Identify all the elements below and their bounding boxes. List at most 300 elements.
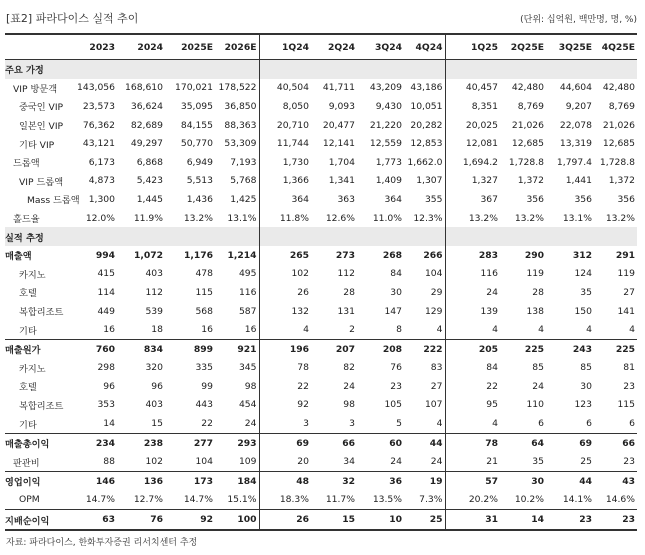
table-cell: 22,078 xyxy=(559,119,592,131)
table-cell: 11.0% xyxy=(372,212,402,224)
table-cell: 32 xyxy=(309,472,355,491)
table-cell: 3 xyxy=(259,414,309,433)
table-cell: 50,770 xyxy=(180,138,213,150)
table-cell: 26 xyxy=(259,283,309,302)
column-header: 2Q25E xyxy=(510,41,544,53)
table-cell: 4 xyxy=(445,320,498,339)
table-cell: 208 xyxy=(355,339,402,358)
table-cell: 6,868 xyxy=(136,156,163,168)
table-cell: 13.2% xyxy=(514,212,544,224)
table-cell: 12,685 xyxy=(511,138,544,150)
table-cell: 170,021 xyxy=(175,82,213,94)
table-cell: 1,797.4 xyxy=(556,156,592,168)
table-row xyxy=(5,60,637,79)
table-cell: 1,728.8 xyxy=(508,156,544,168)
table-cell: 43,209 xyxy=(369,82,402,94)
table-cell: 129 xyxy=(424,305,443,317)
table-cell: 119 xyxy=(526,268,544,280)
table-cell: 96 xyxy=(151,380,163,392)
table-cell: 13.2% xyxy=(183,212,213,224)
table-cell: 11.7% xyxy=(325,494,355,506)
table-cell: 225 xyxy=(592,339,637,358)
table-cell: 238 xyxy=(115,433,163,452)
table-cell: 19 xyxy=(402,472,445,491)
table-cell: 12,685 xyxy=(602,138,635,150)
table-cell: 131 xyxy=(337,305,355,317)
table-cell xyxy=(259,60,309,79)
table-cell: 1,341 xyxy=(328,175,355,187)
table-row xyxy=(5,190,637,209)
unit-note: (단위: 십억원, 백만명, 명, %) xyxy=(520,15,637,25)
table-cell xyxy=(259,227,309,246)
table-row xyxy=(5,359,637,378)
column-header: 1Q25 xyxy=(445,34,498,60)
table-cell: 53,309 xyxy=(224,138,257,150)
table-cell: 363 xyxy=(337,193,355,205)
table-cell: 320 xyxy=(145,362,163,374)
table-cell: 21,220 xyxy=(369,119,402,131)
table-cell: 12.3% xyxy=(413,212,443,224)
table-cell: 449 xyxy=(97,305,115,317)
table-cell: 78 xyxy=(259,359,309,378)
table-cell: 107 xyxy=(424,399,443,411)
table-row xyxy=(5,134,637,153)
table-cell: 96 xyxy=(103,380,115,392)
column-header: 2Q24 xyxy=(328,41,355,53)
row-label: 카지노 xyxy=(19,363,46,375)
table-cell: 44 xyxy=(544,472,592,491)
table-cell: 356 xyxy=(617,193,635,205)
table-cell xyxy=(544,227,592,246)
table-row xyxy=(5,265,637,284)
table-cell: 40,457 xyxy=(445,79,498,98)
table-cell: 1,773 xyxy=(375,156,402,168)
table-cell: 98 xyxy=(244,380,257,392)
table-cell: 22 xyxy=(201,418,213,430)
table-cell: 7,193 xyxy=(230,156,257,168)
table-cell: 760 xyxy=(65,339,115,358)
row-label: 매출원가 xyxy=(5,339,65,358)
table-cell: 1,214 xyxy=(227,249,257,261)
table-cell: 12,559 xyxy=(369,138,402,150)
table-cell: 356 xyxy=(526,193,544,205)
table-cell xyxy=(163,227,213,246)
table-cell: 298 xyxy=(97,362,115,374)
table-cell: 13.1% xyxy=(562,212,592,224)
row-label: 매출액 xyxy=(5,251,32,263)
row-label: 영업이익 xyxy=(5,472,65,491)
table-cell: 899 xyxy=(163,339,213,358)
table-cell: 9,093 xyxy=(328,100,355,112)
table-cell: 43,121 xyxy=(82,138,115,150)
table-cell: 20 xyxy=(259,452,309,471)
table-cell: 84 xyxy=(445,359,498,378)
table-cell: 234 xyxy=(65,433,115,452)
table-row xyxy=(5,246,637,265)
table-cell: 13.1% xyxy=(227,212,257,224)
table-cell: 207 xyxy=(309,339,355,358)
row-label: 카지노 xyxy=(19,269,46,281)
table-row xyxy=(5,79,637,98)
table-cell xyxy=(402,60,445,79)
table-cell: 143,056 xyxy=(77,82,115,94)
table-cell: 184 xyxy=(213,472,259,491)
table-cell: 6,949 xyxy=(186,156,213,168)
table-cell: 8,050 xyxy=(259,97,309,116)
table-cell: 364 xyxy=(259,190,309,209)
table-cell: 69 xyxy=(544,433,592,452)
table-cell: 8 xyxy=(396,324,402,336)
table-cell: 23 xyxy=(623,456,635,468)
table-cell xyxy=(592,60,637,79)
table-cell: 35 xyxy=(580,286,592,298)
table-cell: 196 xyxy=(259,339,309,358)
table-cell: 20.2% xyxy=(445,491,498,510)
table-cell: 12.0% xyxy=(85,212,115,224)
table-cell: 13,319 xyxy=(559,138,592,150)
table-cell xyxy=(309,60,355,79)
table-cell: 443 xyxy=(195,399,213,411)
table-cell: 85 xyxy=(532,362,544,374)
table-cell: 138 xyxy=(526,305,544,317)
table-cell: 353 xyxy=(97,399,115,411)
table-cell: 92 xyxy=(259,396,309,415)
table-cell: 146 xyxy=(65,472,115,491)
column-header: 2023 xyxy=(89,41,115,53)
table-cell: 42,480 xyxy=(602,82,635,94)
table-cell: 76,362 xyxy=(82,119,115,131)
table-row xyxy=(5,491,637,510)
table-cell: 18.3% xyxy=(259,491,309,510)
table-cell: 11.8% xyxy=(259,209,309,228)
row-label: 홀드율 xyxy=(13,214,40,226)
table-cell: 1,327 xyxy=(445,172,498,191)
table-row xyxy=(5,116,637,135)
table-cell: 225 xyxy=(498,339,544,358)
table-cell: 20,282 xyxy=(410,119,443,131)
table-cell: 9,207 xyxy=(565,100,592,112)
table-cell: 403 xyxy=(145,268,163,280)
table-cell: 43 xyxy=(592,472,637,491)
row-label: 복합리조트 xyxy=(19,307,64,319)
table-row xyxy=(5,433,637,452)
earnings-table xyxy=(5,33,637,531)
table-row xyxy=(5,172,637,191)
table-cell: 205 xyxy=(445,339,498,358)
row-label: 복합리조트 xyxy=(19,400,64,412)
table-cell: 1,300 xyxy=(88,193,115,205)
table-cell: 15 xyxy=(309,510,355,530)
source-note: 자료: 파라다이스, 한화투자증권 리서치센터 추정 xyxy=(6,538,198,548)
table-cell: 834 xyxy=(115,339,163,358)
table-cell: 364 xyxy=(384,193,402,205)
table-cell: 36,850 xyxy=(224,100,257,112)
table-cell xyxy=(498,60,544,79)
table-cell: 30 xyxy=(390,286,402,298)
table-cell: 13.2% xyxy=(605,212,635,224)
table-cell: 92 xyxy=(163,510,213,530)
table-row xyxy=(5,302,637,321)
row-label: 기타 xyxy=(19,419,37,431)
table-cell: 1,662.0 xyxy=(407,156,443,168)
table-row xyxy=(5,339,637,358)
table-cell: 22 xyxy=(259,377,309,396)
table-cell: 9,430 xyxy=(375,100,402,112)
table-cell: 6 xyxy=(629,418,635,430)
table-cell: 10,051 xyxy=(410,100,443,112)
table-cell: 403 xyxy=(145,399,163,411)
table-cell: 5,513 xyxy=(186,175,213,187)
table-cell: 115 xyxy=(195,286,213,298)
table-cell: 23 xyxy=(592,510,637,530)
table-cell: 24 xyxy=(244,418,257,430)
table-cell: 1,176 xyxy=(183,249,213,261)
table-cell xyxy=(592,227,637,246)
table-cell: 454 xyxy=(238,399,257,411)
table-cell: 13.2% xyxy=(445,209,498,228)
table-cell: 7.3% xyxy=(419,494,443,506)
table-cell: 18 xyxy=(151,324,163,336)
table-cell: 44,604 xyxy=(559,82,592,94)
table-cell: 15.1% xyxy=(227,494,257,506)
table-cell: 1,409 xyxy=(375,175,402,187)
row-label: OPM xyxy=(19,494,40,506)
table-cell: 100 xyxy=(213,510,259,530)
table-row xyxy=(5,97,637,116)
row-label: 중국인 VIP xyxy=(19,102,64,114)
table-body xyxy=(5,60,637,530)
table-cell: 84,155 xyxy=(180,119,213,131)
table-cell: 12,141 xyxy=(322,138,355,150)
table-cell: 25 xyxy=(580,456,592,468)
table-cell: 30 xyxy=(580,380,592,392)
table-cell: 60 xyxy=(355,433,402,452)
table-cell: 102 xyxy=(145,456,163,468)
table-cell: 16 xyxy=(244,324,257,336)
table-cell: 30 xyxy=(498,472,544,491)
table-cell: 268 xyxy=(382,249,402,261)
table-cell: 23 xyxy=(390,380,402,392)
table-cell: 115 xyxy=(617,399,635,411)
row-label: 매출총이익 xyxy=(5,433,65,452)
table-cell: 88 xyxy=(103,456,115,468)
table-cell: 24 xyxy=(430,456,443,468)
table-cell: 22 xyxy=(445,377,498,396)
table-cell: 8,769 xyxy=(517,100,544,112)
row-label: 지배순이익 xyxy=(5,510,65,530)
table-cell xyxy=(544,60,592,79)
table-cell: 478 xyxy=(195,268,213,280)
table-cell: 6 xyxy=(538,418,544,430)
table-cell xyxy=(213,60,259,79)
table-cell xyxy=(498,227,544,246)
table-cell: 1,372 xyxy=(517,175,544,187)
table-cell: 76 xyxy=(115,510,163,530)
table-cell: 222 xyxy=(402,339,445,358)
table-cell: 290 xyxy=(524,249,544,261)
table-cell: 12,081 xyxy=(445,134,498,153)
table-row xyxy=(5,209,637,228)
table-cell: 273 xyxy=(335,249,355,261)
table-cell: 116 xyxy=(445,265,498,284)
table-row xyxy=(5,452,637,471)
table-cell: 5 xyxy=(396,418,402,430)
table-cell: 105 xyxy=(384,399,402,411)
table-cell xyxy=(445,227,498,246)
table-row xyxy=(5,396,637,415)
table-cell: 345 xyxy=(238,362,257,374)
table-cell: 36 xyxy=(355,472,402,491)
table-cell: 83 xyxy=(430,362,443,374)
table-cell: 14.7% xyxy=(183,494,213,506)
table-cell: 4 xyxy=(436,324,443,336)
table-cell: 415 xyxy=(97,268,115,280)
table-cell: 110 xyxy=(526,399,544,411)
table-cell: 14 xyxy=(498,510,544,530)
table-cell: 173 xyxy=(163,472,213,491)
table-cell: 21,026 xyxy=(511,119,544,131)
table-cell: 16 xyxy=(201,324,213,336)
table-cell: 15 xyxy=(151,418,163,430)
table-cell: 141 xyxy=(617,305,635,317)
table-cell: 104 xyxy=(195,456,213,468)
table-cell: 76 xyxy=(390,362,402,374)
column-header: 1Q24 xyxy=(259,34,309,60)
table-cell: 14.7% xyxy=(85,494,115,506)
table-cell: 29 xyxy=(430,286,443,298)
table-cell: 178,522 xyxy=(218,82,257,94)
table-cell: 85 xyxy=(580,362,592,374)
table-cell: 81 xyxy=(623,362,635,374)
table-cell: 8,351 xyxy=(445,97,498,116)
header-corner xyxy=(5,34,65,60)
table-cell: 84 xyxy=(390,268,402,280)
table-cell xyxy=(65,60,115,79)
table-cell: 42,480 xyxy=(511,82,544,94)
table-cell: 24 xyxy=(343,380,355,392)
table-cell: 69 xyxy=(259,433,309,452)
row-label: 판관비 xyxy=(13,457,40,469)
table-row xyxy=(5,377,637,396)
table-cell: 4 xyxy=(445,414,498,433)
table-cell: 495 xyxy=(238,268,257,280)
table-cell xyxy=(115,227,163,246)
column-header: 3Q24 xyxy=(375,41,402,53)
table-cell: 82,689 xyxy=(130,119,163,131)
column-header: 4Q25E xyxy=(601,41,635,53)
table-cell: 20,477 xyxy=(322,119,355,131)
table-cell: 104 xyxy=(424,268,443,280)
table-row xyxy=(5,153,637,172)
table-cell: 82 xyxy=(343,362,355,374)
column-header: 2026E xyxy=(224,41,257,53)
table-cell: 1,694.2 xyxy=(445,153,498,172)
table-row xyxy=(5,283,637,302)
table-cell xyxy=(163,60,213,79)
table-cell: 28 xyxy=(532,286,544,298)
table-cell xyxy=(115,60,163,79)
table-cell: 44 xyxy=(402,433,445,452)
column-header: 2024 xyxy=(137,41,163,53)
row-label: 기타 VIP xyxy=(19,139,55,151)
table-cell: 25 xyxy=(402,510,445,530)
table-cell: 1,372 xyxy=(608,175,635,187)
table-cell: 119 xyxy=(617,268,635,280)
table-cell: 293 xyxy=(213,433,259,452)
table-cell xyxy=(65,227,115,246)
table-cell: 66 xyxy=(309,433,355,452)
table-cell: 921 xyxy=(213,339,259,358)
table-row xyxy=(5,472,637,491)
table-cell: 1,072 xyxy=(133,249,163,261)
table-cell: 4 xyxy=(538,324,544,336)
table-cell: 109 xyxy=(238,456,257,468)
table-cell: 1,728.8 xyxy=(599,156,635,168)
table-cell: 12.7% xyxy=(133,494,163,506)
table-cell: 27 xyxy=(623,286,635,298)
table-cell: 6,173 xyxy=(88,156,115,168)
table-cell: 23 xyxy=(623,380,635,392)
table-cell: 14.1% xyxy=(562,494,592,506)
table-cell: 88,363 xyxy=(224,119,257,131)
table-cell: 14.6% xyxy=(605,494,635,506)
table-cell: 78 xyxy=(445,433,498,452)
table-cell xyxy=(355,227,402,246)
table-cell: 132 xyxy=(259,302,309,321)
table-cell: 4 xyxy=(629,324,635,336)
table-cell: 48 xyxy=(259,472,309,491)
table-cell: 266 xyxy=(423,249,443,261)
row-label: 기타 xyxy=(19,325,37,337)
table-cell: 24 xyxy=(390,456,402,468)
table-cell: 14 xyxy=(103,418,115,430)
table-cell: 12.6% xyxy=(325,212,355,224)
table-cell: 35 xyxy=(532,456,544,468)
table-cell: 168,610 xyxy=(125,82,163,94)
table-cell: 16 xyxy=(103,324,115,336)
table-cell: 26 xyxy=(259,510,309,530)
table-cell: 5,423 xyxy=(136,175,163,187)
table-cell: 312 xyxy=(572,249,592,261)
table-cell: 11,744 xyxy=(259,134,309,153)
table-title: [표2] 파라다이스 실적 추이 xyxy=(6,12,139,25)
table-cell: 587 xyxy=(238,305,257,317)
table-cell: 40,504 xyxy=(259,79,309,98)
table-cell: 24 xyxy=(445,283,498,302)
table-cell: 20,025 xyxy=(445,116,498,135)
table-cell: 116 xyxy=(238,286,257,298)
table-cell: 35,095 xyxy=(180,100,213,112)
table-cell: 102 xyxy=(259,265,309,284)
table-cell: 1,445 xyxy=(136,193,163,205)
table-cell: 1,730 xyxy=(259,153,309,172)
table-cell: 27 xyxy=(430,380,443,392)
table-cell: 4 xyxy=(436,418,443,430)
table-cell: 49,297 xyxy=(130,138,163,150)
table-cell: 539 xyxy=(145,305,163,317)
table-cell: 24 xyxy=(532,380,544,392)
table-cell: 6 xyxy=(586,418,592,430)
table-cell: 568 xyxy=(195,305,213,317)
table-cell xyxy=(402,227,445,246)
table-cell: 10 xyxy=(355,510,402,530)
table-cell: 43,186 xyxy=(410,82,443,94)
table-cell: 23,573 xyxy=(82,100,115,112)
table-row xyxy=(5,414,637,433)
table-cell: 13.5% xyxy=(372,494,402,506)
table-cell: 243 xyxy=(544,339,592,358)
table-cell: 4 xyxy=(586,324,592,336)
